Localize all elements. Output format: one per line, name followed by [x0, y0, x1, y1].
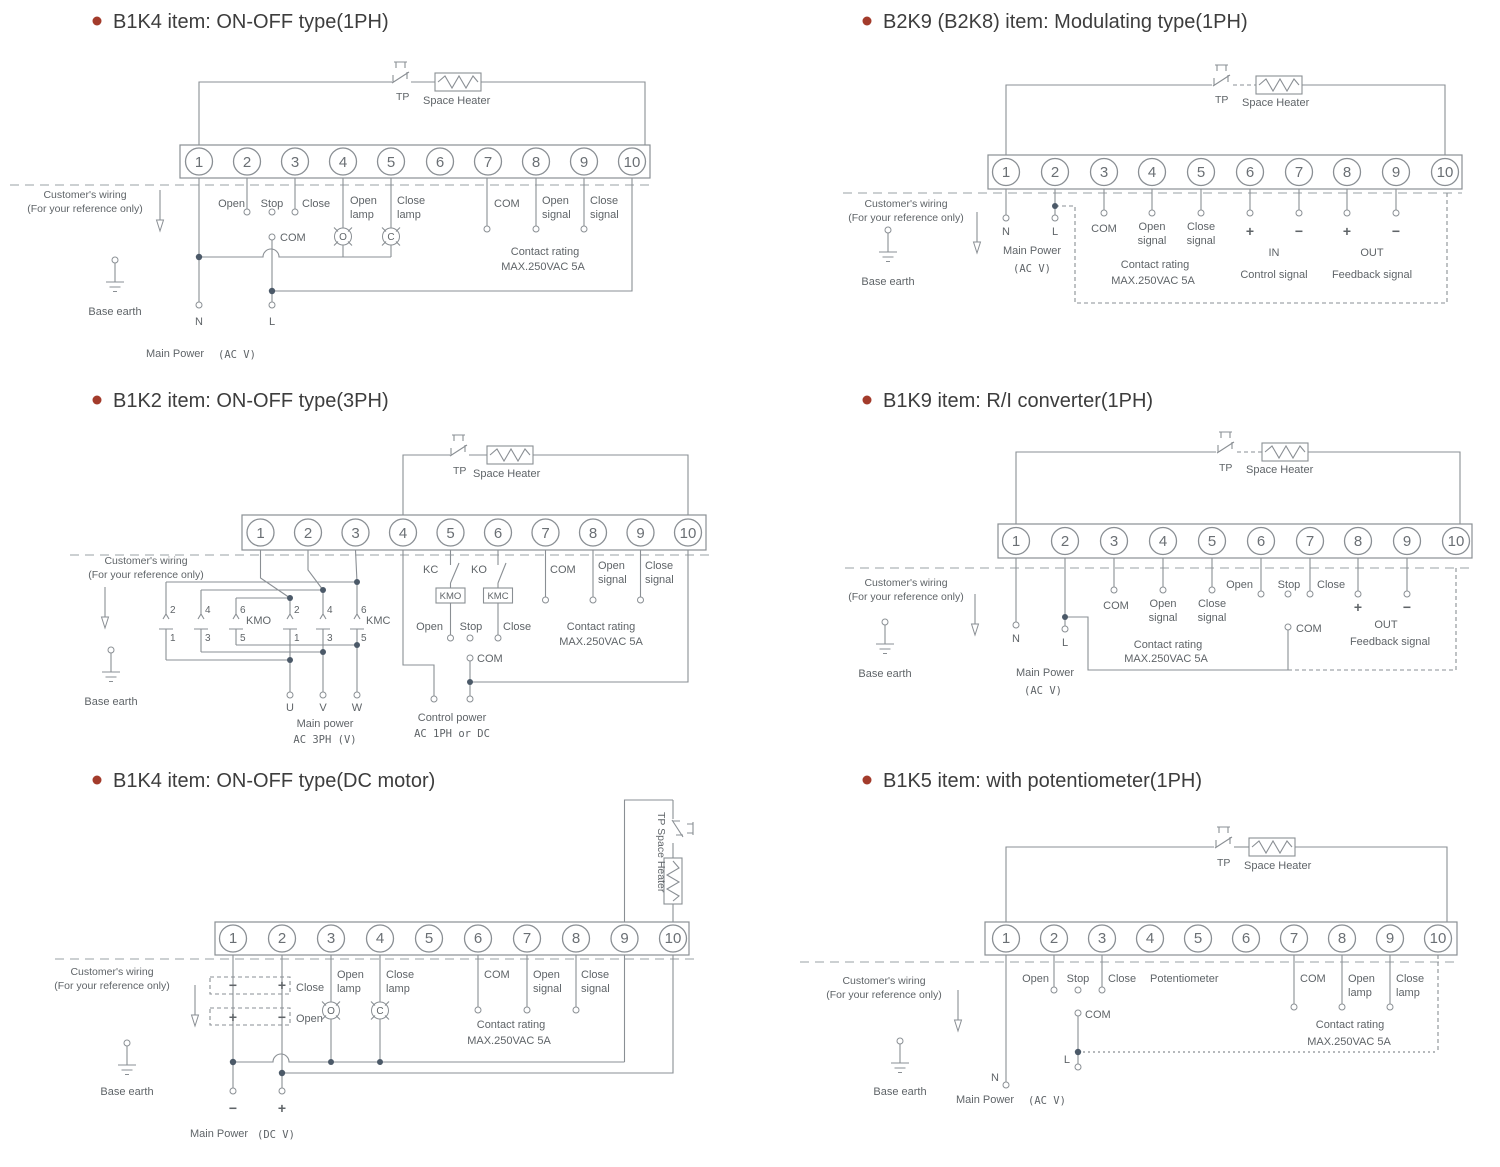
customers-wiring-label2: (For your reference only) [848, 591, 964, 603]
close-label: Close [1317, 579, 1346, 591]
terminal-5: 5 [424, 930, 434, 947]
l-label: L [1063, 1054, 1070, 1066]
bullet-icon [93, 17, 102, 26]
terminal-1: 1 [256, 525, 265, 542]
open-lamp-label2: lamp [350, 209, 374, 221]
close-signal-label2: signal [581, 983, 610, 995]
v-label: V [319, 702, 327, 714]
open-lamp-label2: lamp [1348, 987, 1372, 999]
ground-icon [879, 227, 897, 262]
terminal-7: 7 [522, 930, 532, 947]
lamp-letter-close: C [376, 1006, 384, 1017]
terminal-8: 8 [588, 525, 598, 542]
thermal-protector-icon [392, 62, 409, 83]
bullet-icon [93, 396, 102, 405]
close-lamp-label2: lamp [1396, 987, 1420, 999]
contact-rating-value: MAX.250VAC 5A [467, 1035, 551, 1047]
n-label: N [1012, 633, 1020, 645]
contact-4b: 4 [327, 605, 333, 616]
open-signal-label: Open [533, 969, 560, 981]
terminal-4: 4 [338, 154, 348, 171]
contact-1: 1 [170, 633, 176, 644]
kc-label: KC [423, 564, 439, 576]
terminal-6: 6 [1256, 533, 1266, 550]
potentiometer-label: Potentiometer [1150, 973, 1219, 985]
open-signal-label2: signal [1148, 612, 1178, 624]
out-label: OUT [1360, 247, 1384, 259]
contact-2: 2 [170, 605, 176, 616]
close-label: Close [503, 621, 532, 633]
com-label: COM [1103, 600, 1129, 612]
bullet-icon [863, 776, 872, 785]
open-lamp-label: Open [1348, 973, 1375, 985]
terminal-6: 6 [435, 154, 445, 171]
space-heater-icon [435, 73, 481, 91]
contact-rating-value: MAX.250VAC 5A [501, 261, 585, 273]
terminal-7: 7 [483, 154, 493, 171]
down-arrow-icon [157, 190, 164, 231]
terminal-4: 4 [375, 930, 385, 947]
close-signal-label: Close [645, 560, 674, 572]
main-power-voltage: (DC V) [257, 1129, 295, 1141]
close-lamp-label2: lamp [397, 209, 421, 221]
terminal-2: 2 [277, 930, 287, 947]
com-label: COM [484, 969, 510, 981]
close-signal-label2: signal [1197, 612, 1227, 624]
terminal-7: 7 [1294, 164, 1304, 181]
contact-4: 4 [205, 605, 211, 616]
space-heater-icon [1262, 443, 1308, 461]
terminal-5: 5 [1207, 533, 1217, 550]
out-minus-label: − [1402, 599, 1412, 615]
open-signal-label: Open [598, 560, 625, 572]
com-signal-label: COM [550, 564, 576, 576]
in-label: IN [1268, 247, 1280, 259]
terminal-9: 9 [620, 930, 629, 947]
main-power-label: Main power [296, 718, 354, 730]
terminal-1: 1 [1001, 164, 1011, 181]
contact-rating-label: Contact rating [510, 246, 580, 258]
u-label: U [286, 702, 294, 714]
tp-label: TP [1217, 857, 1231, 869]
close-label: Close [302, 198, 331, 210]
space-heater-label: Space Heater [1246, 464, 1314, 476]
thermal-protector-icon [1213, 65, 1230, 86]
contact-5b: 5 [361, 633, 367, 644]
ground-icon [876, 619, 894, 654]
contact-3b: 3 [327, 633, 333, 644]
terminal-7: 7 [1289, 930, 1299, 947]
close-lamp-label2: lamp [386, 983, 410, 995]
terminal-1: 1 [1011, 533, 1021, 550]
terminal-10: 10 [679, 525, 697, 542]
diagram-b1k4-1ph [10, 11, 655, 361]
customers-wiring-label2: (For your reference only) [848, 212, 964, 224]
base-earth-label: Base earth [84, 696, 138, 708]
contact-rating-label: Contact rating [566, 621, 636, 633]
space-heater-icon [1256, 76, 1302, 94]
terminal-10: 10 [1447, 533, 1465, 550]
open-signal-label: Open [1149, 598, 1177, 610]
com-label: COM [1085, 1009, 1111, 1021]
space-heater-label: Space Heater [1244, 860, 1312, 872]
down-arrow-icon [192, 985, 199, 1026]
base-earth-label: Base earth [858, 668, 912, 680]
close-signal-label: Close [1197, 598, 1227, 610]
ground-icon [106, 257, 124, 292]
space-heater-icon [487, 446, 533, 464]
open-signal-label2: signal [1137, 235, 1167, 247]
space-heater-icon [1249, 838, 1295, 856]
contact-1b: 1 [294, 633, 300, 644]
contact-5: 5 [240, 633, 246, 644]
space-heater-label: Space Heater [423, 95, 491, 107]
thermal-protector-icon [1215, 827, 1232, 848]
terminal-2: 2 [242, 154, 252, 171]
terminal-7: 7 [541, 525, 550, 542]
ground-icon [102, 647, 120, 682]
terminal-5: 5 [446, 525, 455, 542]
terminal-8: 8 [1337, 930, 1347, 947]
diagram-b1k5-potentiometer [800, 770, 1460, 1107]
control-power-voltage: AC 1PH or DC [414, 728, 490, 740]
diagram-b1k4-dc-motor [54, 770, 695, 1141]
contact-rating-value: MAX.250VAC 5A [1307, 1036, 1391, 1048]
customers-wiring-label2: (For your reference only) [54, 980, 170, 992]
n-label: N [195, 316, 203, 328]
customers-wiring-label2: (For your reference only) [27, 203, 143, 215]
dc-plus-label: + [277, 1100, 287, 1116]
com-label: COM [477, 653, 503, 665]
close-polarity-plus: + [277, 977, 287, 993]
panel-title: B1K9 item: R/I converter(1PH) [883, 390, 1154, 412]
feedback-signal-label: Feedback signal [1349, 636, 1431, 648]
l-label: L [268, 316, 276, 328]
w-label: W [351, 702, 363, 714]
terminal-3: 3 [1097, 930, 1107, 947]
open-lamp-label: Open [350, 195, 377, 207]
close-signal-label2: signal [590, 209, 619, 221]
thermal-protector-icon [672, 820, 693, 837]
terminal-4: 4 [1158, 533, 1168, 550]
thermal-protector-icon [1217, 432, 1234, 453]
out-plus-label: + [1353, 599, 1363, 615]
terminal-strip [220, 925, 687, 952]
n-label: N [1002, 226, 1010, 238]
terminal-9: 9 [1385, 930, 1395, 947]
l-label: L [1051, 226, 1059, 238]
terminal-3: 3 [326, 930, 336, 947]
terminal-strip [247, 519, 702, 546]
terminal-10: 10 [664, 930, 682, 947]
down-arrow-icon [972, 594, 979, 635]
open-signal-label2: signal [598, 574, 627, 586]
main-power-label: Main Power [190, 1128, 249, 1140]
close-polarity-minus: − [228, 977, 238, 993]
com-label: COM [1091, 223, 1117, 235]
terminal-10: 10 [1429, 930, 1447, 947]
lamp-letter-open: O [339, 232, 347, 243]
diagram-b1k2-3ph [70, 390, 710, 746]
terminal-strip [186, 148, 646, 175]
ground-icon [118, 1040, 136, 1075]
panel-title: B1K4 item: ON-OFF type(1PH) [113, 11, 389, 33]
close-signal-label: Close [590, 195, 619, 207]
stop-label: Stop [1277, 579, 1301, 591]
open-label: Open [296, 1013, 323, 1025]
terminal-5: 5 [1196, 164, 1206, 181]
terminal-strip [1003, 528, 1470, 555]
main-power-label: Main Power [146, 348, 205, 360]
customers-wiring-label: Customer's wiring [864, 198, 948, 210]
down-arrow-icon [955, 990, 962, 1031]
terminal-8: 8 [571, 930, 581, 947]
bullet-icon [93, 776, 102, 785]
contact-rating-value: MAX.250VAC 5A [559, 636, 643, 648]
stop-label: Stop [459, 621, 483, 633]
com-signal-label: COM [494, 198, 520, 210]
open-lamp-label2: lamp [337, 983, 361, 995]
terminal-2: 2 [303, 525, 313, 542]
terminal-6: 6 [1245, 164, 1255, 181]
dc-minus-label: − [228, 1100, 238, 1116]
ground-icon [891, 1038, 909, 1073]
n-label: N [991, 1072, 999, 1084]
terminal-10: 10 [1436, 164, 1454, 181]
customers-wiring-label: Customer's wiring [842, 975, 926, 987]
terminal-9: 9 [636, 525, 645, 542]
terminal-5: 5 [386, 154, 396, 171]
customers-wiring-label2: (For your reference only) [826, 989, 942, 1001]
base-earth-label: Base earth [88, 306, 142, 318]
main-power-label: Main Power [956, 1094, 1015, 1106]
panel-title: B1K2 item: ON-OFF type(3PH) [113, 390, 389, 412]
terminal-strip [993, 159, 1459, 186]
kmo-coil: KMO [439, 591, 462, 602]
terminal-3: 3 [351, 525, 360, 542]
contact-rating-label: Contact rating [1315, 1019, 1385, 1031]
tp-label: TP [1215, 94, 1229, 106]
open-signal-label: Open [542, 195, 569, 207]
bullet-icon [863, 17, 872, 26]
terminal-4: 4 [398, 525, 408, 542]
main-power-label: Main Power [1015, 667, 1075, 679]
terminal-10: 10 [623, 154, 641, 171]
close-signal-label2: signal [645, 574, 674, 586]
main-power-voltage: (AC V) [1028, 1095, 1066, 1107]
open-signal-label2: signal [533, 983, 562, 995]
terminal-2: 2 [1050, 164, 1060, 181]
open-label: Open [416, 621, 443, 633]
main-power-voltage: (AC V) [218, 349, 256, 361]
terminal-8: 8 [531, 154, 541, 171]
customers-wiring-label: Customer's wiring [43, 189, 127, 201]
terminal-6: 6 [493, 525, 503, 542]
open-polarity-plus: + [228, 1009, 238, 1025]
down-arrow-icon [974, 212, 981, 253]
terminal-5: 5 [1193, 930, 1203, 947]
close-lamp-label: Close [386, 969, 415, 981]
terminal-1: 1 [228, 930, 238, 947]
terminal-4: 4 [1147, 164, 1157, 181]
contact-2b: 2 [294, 605, 300, 616]
space-heater-label: TP Space Heater [655, 812, 667, 893]
open-polarity-minus: − [277, 1009, 287, 1025]
terminal-4: 4 [1145, 930, 1155, 947]
out-minus-label: − [1391, 223, 1401, 239]
bullet-icon [863, 396, 872, 405]
base-earth-label: Base earth [861, 276, 915, 288]
terminal-strip [993, 925, 1452, 952]
contact-3: 3 [205, 633, 211, 644]
diagram-b2k9-modulating [843, 11, 1462, 303]
close-signal-label: Close [581, 969, 610, 981]
in-plus-label: + [1245, 223, 1255, 239]
tp-label: TP [453, 465, 467, 477]
in-minus-label: − [1294, 223, 1304, 239]
contact-rating-value: MAX.250VAC 5A [1111, 275, 1195, 287]
down-arrow-icon [102, 587, 109, 628]
terminal-9: 9 [579, 154, 589, 171]
contact-6: 6 [240, 605, 246, 616]
kmc-coil: KMC [487, 591, 509, 602]
customers-wiring-label: Customer's wiring [864, 577, 948, 589]
terminal-9: 9 [1402, 533, 1412, 550]
kmo-label: KMO [246, 615, 272, 627]
terminal-3: 3 [1099, 164, 1109, 181]
terminal-8: 8 [1353, 533, 1363, 550]
panel-title: B2K9 (B2K8) item: Modulating type(1PH) [883, 11, 1248, 33]
terminal-3: 3 [290, 154, 300, 171]
close-lamp-label: Close [397, 195, 426, 207]
customers-wiring-label: Customer's wiring [104, 555, 188, 567]
com-label: COM [280, 232, 306, 244]
control-signal-label: Control signal [1240, 269, 1308, 281]
customers-wiring-label: Customer's wiring [70, 966, 154, 978]
main-power-voltage: (AC V) [1013, 263, 1051, 275]
diagram-b1k9-ri-converter [845, 390, 1472, 697]
open-signal-label: Open [1138, 221, 1166, 233]
customers-wiring-label2: (For your reference only) [88, 569, 204, 581]
terminal-9: 9 [1391, 164, 1401, 181]
open-label: Open [218, 198, 245, 210]
contact-rating-label: Contact rating [476, 1019, 546, 1031]
tp-label: TP [396, 91, 410, 103]
terminal-3: 3 [1109, 533, 1119, 550]
main-power-label: Main Power [1002, 245, 1062, 257]
main-power-voltage: (AC V) [1024, 685, 1062, 697]
open-lamp-label: Open [337, 969, 364, 981]
space-heater-label: Space Heater [473, 468, 541, 480]
main-power-voltage: AC 3PH (V) [293, 734, 357, 746]
feedback-signal-label: Feedback signal [1331, 269, 1413, 281]
contact-6b: 6 [361, 605, 367, 616]
open-signal-label2: signal [542, 209, 571, 221]
contact-rating-label: Contact rating [1120, 259, 1190, 271]
terminal-1: 1 [1001, 930, 1011, 947]
terminal-2: 2 [1060, 533, 1070, 550]
space-heater-label: Space Heater [1242, 97, 1310, 109]
base-earth-label: Base earth [873, 1086, 927, 1098]
close-label: Close [1108, 973, 1137, 985]
terminal-6: 6 [473, 930, 483, 947]
contact-rating-value: MAX.250VAC 5A [1124, 653, 1208, 665]
terminal-7: 7 [1305, 533, 1315, 550]
lamp-letter-open: O [327, 1006, 335, 1017]
thermal-protector-icon [450, 435, 467, 456]
panel-title: B1K5 item: with potentiometer(1PH) [883, 770, 1203, 792]
close-signal-label2: signal [1186, 235, 1216, 247]
terminal-8: 8 [1342, 164, 1352, 181]
tp-label: TP [1219, 462, 1233, 474]
terminal-2: 2 [1049, 930, 1059, 947]
close-label: Close [296, 982, 325, 994]
lamp-letter-close: C [387, 232, 395, 243]
close-lamp-label: Close [1396, 973, 1425, 985]
contact-rating-label: Contact rating [1133, 639, 1203, 651]
ko-label: KO [471, 564, 487, 576]
open-label: Open [1022, 973, 1049, 985]
stop-label: Stop [1066, 973, 1090, 985]
l-label: L [1061, 637, 1069, 649]
com-signal-label: COM [1300, 973, 1326, 985]
control-power-label: Control power [417, 712, 487, 724]
out-label: OUT [1374, 619, 1398, 631]
close-signal-label: Close [1186, 221, 1216, 233]
base-earth-label: Base earth [100, 1086, 154, 1098]
com2-label: COM [1296, 623, 1322, 635]
stop-label: Stop [260, 198, 284, 210]
panel-title: B1K4 item: ON-OFF type(DC motor) [113, 770, 436, 792]
terminal-6: 6 [1241, 930, 1251, 947]
open-label: Open [1226, 579, 1253, 591]
kmc-label: KMC [366, 615, 391, 627]
terminal-1: 1 [194, 154, 204, 171]
out-plus-label: + [1342, 223, 1352, 239]
